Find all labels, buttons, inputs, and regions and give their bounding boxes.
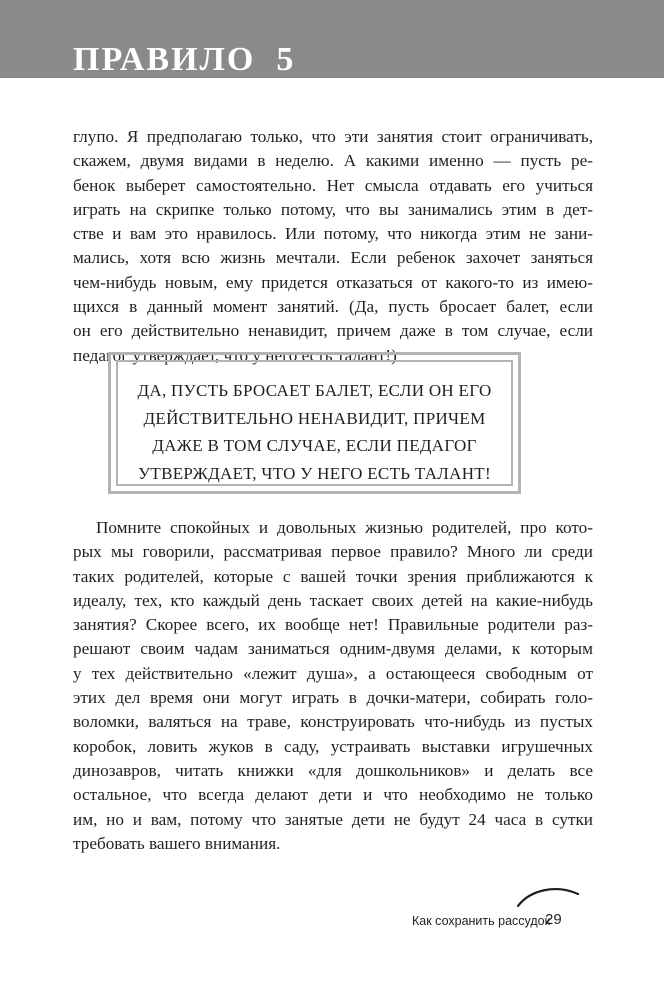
pull-quote-line: ДАЖЕ В ТОМ СЛУЧАЕ, ЕСЛИ ПЕДАГОГ xyxy=(152,436,477,455)
pull-quote-line: ДА, ПУСТЬ БРОСАЕТ БАЛЕТ, ЕСЛИ ОН ЕГО xyxy=(137,381,492,400)
text-line: бенок выберет самостоятельно. Нет смысла отдавать его учиться xyxy=(73,175,593,195)
text-line: им, но и вам, потому что занятые дети не будут 24 часа в сутки xyxy=(73,809,593,829)
page-number: 29 xyxy=(545,911,562,928)
text-line: этих дел время они могут играть в дочки-матери, собирать голо- xyxy=(73,688,593,708)
pull-quote-frame xyxy=(108,352,521,494)
text-line: у тех действительно «лежит душа», а остающееся свободным от xyxy=(73,663,593,683)
body-paragraph-2 xyxy=(73,516,593,856)
chapter-header-band xyxy=(0,0,664,78)
running-footer-title: Как сохранить рассудок xyxy=(412,914,551,928)
text-line: он его действительно ненавидит, причем даже в том случае, если xyxy=(73,321,593,341)
text-line: щихся в данный момент занятий. (Да, пусть бросает балет, если xyxy=(73,297,593,317)
pull-quote-line: ДЕЙСТВИТЕЛЬНО НЕНАВИДИТ, ПРИЧЕМ xyxy=(143,408,486,428)
text-line: идеалу, тех, кто каждый день таскает своих детей на какие-нибудь xyxy=(73,590,593,610)
text-line: воломки, валяться на траве, конструировать что-нибудь из пустых xyxy=(73,712,593,732)
text-line: педагог утверждает, что у него есть талант!) xyxy=(73,345,397,365)
text-line: глупо. Я предполагаю только, что эти занятия стоит ограничивать, xyxy=(73,127,593,146)
text-line: играть на скрипке только потому, что вы занимались этим в дет- xyxy=(73,199,593,219)
text-line: решают своим чадам заниматься одним-двумя делами, к которым xyxy=(73,639,593,659)
text-line: Помните спокойных и довольных жизнью родителей, про кото- xyxy=(96,518,593,537)
text-line: занятия? Скорее всего, их вообще нет! Правильные родители раз- xyxy=(73,615,593,635)
text-line: стве и вам это нравилось. Или потому, что никогда этим не зани- xyxy=(73,224,593,244)
text-line: чем-нибудь новым, ему придется отказаться от какого-то из имею- xyxy=(73,272,593,292)
pull-quote xyxy=(116,360,513,486)
text-line: мались, хотя всю жизнь мечтали. Если ребенок захочет заняться xyxy=(73,248,593,268)
text-line: коробок, ловить жуков в саду, устраивать выставки игрушечных xyxy=(73,736,593,756)
body-paragraph-1 xyxy=(73,125,593,368)
pull-quote-line: УТВЕРЖДАЕТ, ЧТО У НЕГО ЕСТЬ ТАЛАНТ! xyxy=(138,463,491,483)
text-line: динозавров, читать книжки «для дошкольников» и делать все xyxy=(73,760,593,780)
footer-arc-ornament xyxy=(516,882,580,908)
text-line: таких родителей, которые с вашей точки зрения приближаются к xyxy=(73,566,593,586)
chapter-title: ПРАВИЛО 5 xyxy=(73,41,296,78)
text-line: остальное, что всегда делают дети и что необходимо не только xyxy=(73,785,593,805)
text-line: требовать вашего внимания. xyxy=(73,833,281,853)
text-line: рых мы говорили, рассматривая первое правило? Много ли среди xyxy=(73,542,593,562)
text-line: скажем, двумя видами в неделю. А какими именно — пусть ре- xyxy=(73,151,593,171)
